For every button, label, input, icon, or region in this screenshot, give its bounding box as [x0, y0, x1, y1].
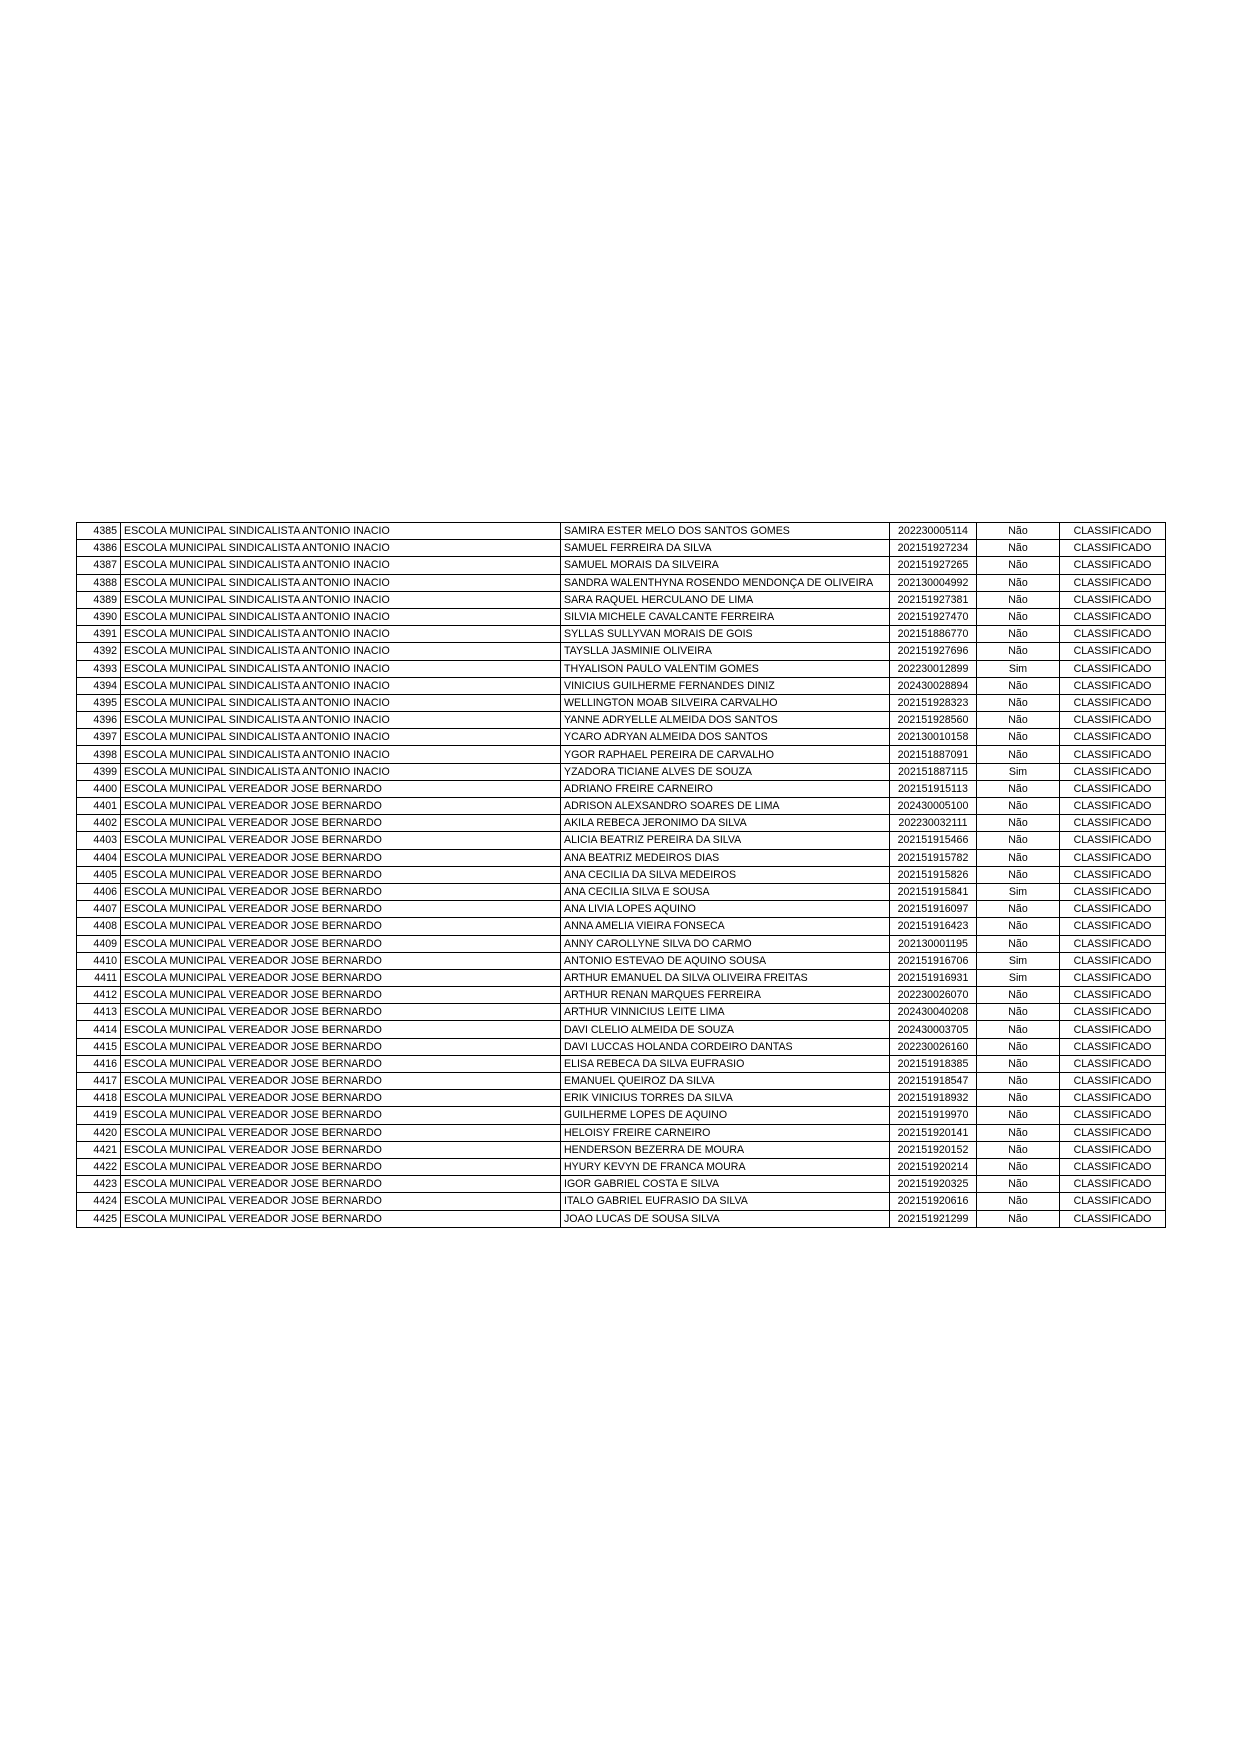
table-row [77, 643, 1166, 660]
quota-flag: Não [977, 815, 1060, 832]
registration-number: 202151915466 [890, 832, 977, 849]
quota-flag: Não [977, 798, 1060, 815]
registration-number: 202151920141 [890, 1124, 977, 1141]
registration-number: 202151928323 [890, 694, 977, 711]
row-number: 4420 [77, 1124, 121, 1141]
school-name: ESCOLA MUNICIPAL VEREADOR JOSE BERNARDO [121, 1210, 561, 1227]
registration-number: 202130001195 [890, 935, 977, 952]
status-cell: CLASSIFICADO [1060, 763, 1166, 780]
student-name: ERIK VINICIUS TORRES DA SILVA [561, 1090, 890, 1107]
quota-flag: Não [977, 574, 1060, 591]
row-number: 4412 [77, 987, 121, 1004]
quota-flag: Não [977, 591, 1060, 608]
school-name: ESCOLA MUNICIPAL SINDICALISTA ANTONIO INACIO [121, 677, 561, 694]
student-name: SANDRA WALENTHYNA ROSENDO MENDONÇA DE OLIVEIRA [561, 574, 890, 591]
quota-flag: Não [977, 1090, 1060, 1107]
status-cell: CLASSIFICADO [1060, 815, 1166, 832]
student-name: ELISA REBECA DA SILVA EUFRASIO [561, 1055, 890, 1072]
quota-flag: Não [977, 746, 1060, 763]
school-name: ESCOLA MUNICIPAL VEREADOR JOSE BERNARDO [121, 952, 561, 969]
status-cell: CLASSIFICADO [1060, 883, 1166, 900]
school-name: ESCOLA MUNICIPAL VEREADOR JOSE BERNARDO [121, 1124, 561, 1141]
status-cell: CLASSIFICADO [1060, 608, 1166, 625]
quota-flag: Sim [977, 763, 1060, 780]
registration-number: 202230032111 [890, 815, 977, 832]
quota-flag: Não [977, 729, 1060, 746]
registration-number: 202151928560 [890, 712, 977, 729]
registration-number: 202151915826 [890, 866, 977, 883]
row-number: 4388 [77, 574, 121, 591]
status-cell: CLASSIFICADO [1060, 935, 1166, 952]
row-number: 4398 [77, 746, 121, 763]
registration-number: 202151919970 [890, 1107, 977, 1124]
table-row [77, 832, 1166, 849]
row-number: 4407 [77, 901, 121, 918]
registration-number: 202151920616 [890, 1193, 977, 1210]
registration-number: 202151916931 [890, 969, 977, 986]
table-row [77, 1176, 1166, 1193]
quota-flag: Não [977, 626, 1060, 643]
registration-number: 202151920325 [890, 1176, 977, 1193]
registration-number: 202151927381 [890, 591, 977, 608]
student-name: YGOR RAPHAEL PEREIRA DE CARVALHO [561, 746, 890, 763]
quota-flag: Não [977, 866, 1060, 883]
quota-flag: Não [977, 694, 1060, 711]
row-number: 4397 [77, 729, 121, 746]
row-number: 4405 [77, 866, 121, 883]
quota-flag: Não [977, 901, 1060, 918]
student-name: YZADORA TICIANE ALVES DE SOUZA [561, 763, 890, 780]
school-name: ESCOLA MUNICIPAL SINDICALISTA ANTONIO INACIO [121, 712, 561, 729]
row-number: 4425 [77, 1210, 121, 1227]
quota-flag: Não [977, 1004, 1060, 1021]
school-name: ESCOLA MUNICIPAL SINDICALISTA ANTONIO INACIO [121, 660, 561, 677]
school-name: ESCOLA MUNICIPAL SINDICALISTA ANTONIO INACIO [121, 643, 561, 660]
status-cell: CLASSIFICADO [1060, 849, 1166, 866]
status-cell: CLASSIFICADO [1060, 987, 1166, 1004]
status-cell: CLASSIFICADO [1060, 746, 1166, 763]
school-name: ESCOLA MUNICIPAL SINDICALISTA ANTONIO INACIO [121, 540, 561, 557]
quota-flag: Não [977, 677, 1060, 694]
status-cell: CLASSIFICADO [1060, 780, 1166, 797]
school-name: ESCOLA MUNICIPAL VEREADOR JOSE BERNARDO [121, 1004, 561, 1021]
quota-flag: Não [977, 557, 1060, 574]
row-number: 4392 [77, 643, 121, 660]
school-name: ESCOLA MUNICIPAL SINDICALISTA ANTONIO INACIO [121, 523, 561, 540]
status-cell: CLASSIFICADO [1060, 1107, 1166, 1124]
row-number: 4404 [77, 849, 121, 866]
status-cell: CLASSIFICADO [1060, 1021, 1166, 1038]
results-table-body [77, 523, 1166, 1228]
table-row [77, 729, 1166, 746]
school-name: ESCOLA MUNICIPAL VEREADOR JOSE BERNARDO [121, 1055, 561, 1072]
status-cell: CLASSIFICADO [1060, 901, 1166, 918]
row-number: 4421 [77, 1141, 121, 1158]
student-name: ARTHUR VINNICIUS LEITE LIMA [561, 1004, 890, 1021]
row-number: 4385 [77, 523, 121, 540]
row-number: 4423 [77, 1176, 121, 1193]
status-cell: CLASSIFICADO [1060, 798, 1166, 815]
quota-flag: Não [977, 1124, 1060, 1141]
row-number: 4395 [77, 694, 121, 711]
registration-number: 202151887115 [890, 763, 977, 780]
table-row [77, 1107, 1166, 1124]
row-number: 4410 [77, 952, 121, 969]
quota-flag: Não [977, 1055, 1060, 1072]
school-name: ESCOLA MUNICIPAL VEREADOR JOSE BERNARDO [121, 1158, 561, 1175]
table-row [77, 1193, 1166, 1210]
student-name: ANNA AMELIA VIEIRA FONSECA [561, 918, 890, 935]
registration-number: 202151916097 [890, 901, 977, 918]
registration-number: 202151918385 [890, 1055, 977, 1072]
table-row [77, 626, 1166, 643]
registration-number: 202430028894 [890, 677, 977, 694]
registration-number: 202430040208 [890, 1004, 977, 1021]
student-name: ARTHUR EMANUEL DA SILVA OLIVEIRA FREITAS [561, 969, 890, 986]
row-number: 4422 [77, 1158, 121, 1175]
student-name: SAMUEL FERREIRA DA SILVA [561, 540, 890, 557]
registration-number: 202230026070 [890, 987, 977, 1004]
student-name: ALICIA BEATRIZ PEREIRA DA SILVA [561, 832, 890, 849]
table-row [77, 798, 1166, 815]
table-row [77, 883, 1166, 900]
student-name: SAMIRA ESTER MELO DOS SANTOS GOMES [561, 523, 890, 540]
student-name: SYLLAS SULLYVAN MORAIS DE GOIS [561, 626, 890, 643]
registration-number: 202230012899 [890, 660, 977, 677]
student-name: HYURY KEVYN DE FRANCA MOURA [561, 1158, 890, 1175]
school-name: ESCOLA MUNICIPAL VEREADOR JOSE BERNARDO [121, 1107, 561, 1124]
status-cell: CLASSIFICADO [1060, 540, 1166, 557]
registration-number: 202130004992 [890, 574, 977, 591]
table-row [77, 677, 1166, 694]
status-cell: CLASSIFICADO [1060, 1176, 1166, 1193]
registration-number: 202151916706 [890, 952, 977, 969]
table-row [77, 574, 1166, 591]
row-number: 4386 [77, 540, 121, 557]
row-number: 4416 [77, 1055, 121, 1072]
quota-flag: Não [977, 1107, 1060, 1124]
registration-number: 202151915113 [890, 780, 977, 797]
student-name: ADRISON ALEXSANDRO SOARES DE LIMA [561, 798, 890, 815]
student-name: DAVI CLELIO ALMEIDA DE SOUZA [561, 1021, 890, 1038]
student-name: AKILA REBECA JERONIMO DA SILVA [561, 815, 890, 832]
table-row [77, 901, 1166, 918]
student-name: ANA LIVIA LOPES AQUINO [561, 901, 890, 918]
student-name: ANA CECILIA DA SILVA MEDEIROS [561, 866, 890, 883]
quota-flag: Não [977, 1210, 1060, 1227]
quota-flag: Não [977, 1141, 1060, 1158]
registration-number: 202151918547 [890, 1073, 977, 1090]
quota-flag: Não [977, 1021, 1060, 1038]
table-row [77, 1210, 1166, 1227]
registration-number: 202151927470 [890, 608, 977, 625]
status-cell: CLASSIFICADO [1060, 523, 1166, 540]
student-name: HENDERSON BEZERRA DE MOURA [561, 1141, 890, 1158]
table-row [77, 523, 1166, 540]
school-name: ESCOLA MUNICIPAL VEREADOR JOSE BERNARDO [121, 883, 561, 900]
status-cell: CLASSIFICADO [1060, 1055, 1166, 1072]
student-name: YCARO ADRYAN ALMEIDA DOS SANTOS [561, 729, 890, 746]
table-row [77, 694, 1166, 711]
school-name: ESCOLA MUNICIPAL VEREADOR JOSE BERNARDO [121, 918, 561, 935]
school-name: ESCOLA MUNICIPAL VEREADOR JOSE BERNARDO [121, 815, 561, 832]
row-number: 4401 [77, 798, 121, 815]
quota-flag: Sim [977, 660, 1060, 677]
row-number: 4394 [77, 677, 121, 694]
quota-flag: Sim [977, 969, 1060, 986]
status-cell: CLASSIFICADO [1060, 969, 1166, 986]
registration-number: 202151920152 [890, 1141, 977, 1158]
student-name: ANNY CAROLLYNE SILVA DO CARMO [561, 935, 890, 952]
school-name: ESCOLA MUNICIPAL SINDICALISTA ANTONIO INACIO [121, 763, 561, 780]
status-cell: CLASSIFICADO [1060, 1124, 1166, 1141]
table-row [77, 660, 1166, 677]
school-name: ESCOLA MUNICIPAL VEREADOR JOSE BERNARDO [121, 901, 561, 918]
registration-number: 202151927696 [890, 643, 977, 660]
registration-number: 202151921299 [890, 1210, 977, 1227]
registration-number: 202130010158 [890, 729, 977, 746]
school-name: ESCOLA MUNICIPAL SINDICALISTA ANTONIO INACIO [121, 729, 561, 746]
school-name: ESCOLA MUNICIPAL SINDICALISTA ANTONIO INACIO [121, 626, 561, 643]
student-name: THYALISON PAULO VALENTIM GOMES [561, 660, 890, 677]
row-number: 4424 [77, 1193, 121, 1210]
table-row [77, 780, 1166, 797]
status-cell: CLASSIFICADO [1060, 729, 1166, 746]
row-number: 4387 [77, 557, 121, 574]
student-name: SARA RAQUEL HERCULANO DE LIMA [561, 591, 890, 608]
status-cell: CLASSIFICADO [1060, 918, 1166, 935]
school-name: ESCOLA MUNICIPAL SINDICALISTA ANTONIO INACIO [121, 608, 561, 625]
registration-number: 202151915782 [890, 849, 977, 866]
school-name: ESCOLA MUNICIPAL VEREADOR JOSE BERNARDO [121, 969, 561, 986]
row-number: 4409 [77, 935, 121, 952]
status-cell: CLASSIFICADO [1060, 1090, 1166, 1107]
status-cell: CLASSIFICADO [1060, 574, 1166, 591]
student-name: ANTONIO ESTEVAO DE AQUINO SOUSA [561, 952, 890, 969]
status-cell: CLASSIFICADO [1060, 712, 1166, 729]
row-number: 4393 [77, 660, 121, 677]
school-name: ESCOLA MUNICIPAL VEREADOR JOSE BERNARDO [121, 849, 561, 866]
table-row [77, 540, 1166, 557]
student-name: TAYSLLA JASMINIE OLIVEIRA [561, 643, 890, 660]
school-name: ESCOLA MUNICIPAL VEREADOR JOSE BERNARDO [121, 798, 561, 815]
school-name: ESCOLA MUNICIPAL VEREADOR JOSE BERNARDO [121, 1176, 561, 1193]
status-cell: CLASSIFICADO [1060, 643, 1166, 660]
school-name: ESCOLA MUNICIPAL VEREADOR JOSE BERNARDO [121, 987, 561, 1004]
row-number: 4415 [77, 1038, 121, 1055]
status-cell: CLASSIFICADO [1060, 626, 1166, 643]
table-row [77, 918, 1166, 935]
table-row [77, 1141, 1166, 1158]
quota-flag: Não [977, 1193, 1060, 1210]
row-number: 4399 [77, 763, 121, 780]
school-name: ESCOLA MUNICIPAL SINDICALISTA ANTONIO INACIO [121, 557, 561, 574]
quota-flag: Sim [977, 952, 1060, 969]
table-row [77, 969, 1166, 986]
quota-flag: Não [977, 1176, 1060, 1193]
quota-flag: Não [977, 540, 1060, 557]
student-name: ANA CECILIA SILVA E SOUSA [561, 883, 890, 900]
table-row [77, 608, 1166, 625]
table-row [77, 952, 1166, 969]
student-name: EMANUEL QUEIROZ DA SILVA [561, 1073, 890, 1090]
student-name: DAVI LUCCAS HOLANDA CORDEIRO DANTAS [561, 1038, 890, 1055]
table-row [77, 1038, 1166, 1055]
status-cell: CLASSIFICADO [1060, 591, 1166, 608]
row-number: 4406 [77, 883, 121, 900]
registration-number: 202151916423 [890, 918, 977, 935]
table-row [77, 1055, 1166, 1072]
quota-flag: Não [977, 608, 1060, 625]
registration-number: 202151927265 [890, 557, 977, 574]
school-name: ESCOLA MUNICIPAL VEREADOR JOSE BERNARDO [121, 1021, 561, 1038]
table-row [77, 815, 1166, 832]
student-name: VINICIUS GUILHERME FERNANDES DINIZ [561, 677, 890, 694]
status-cell: CLASSIFICADO [1060, 1004, 1166, 1021]
row-number: 4408 [77, 918, 121, 935]
school-name: ESCOLA MUNICIPAL VEREADOR JOSE BERNARDO [121, 1090, 561, 1107]
table-row [77, 1004, 1166, 1021]
status-cell: CLASSIFICADO [1060, 1038, 1166, 1055]
quota-flag: Não [977, 987, 1060, 1004]
table-row [77, 1090, 1166, 1107]
student-name: HELOISY FREIRE CARNEIRO [561, 1124, 890, 1141]
school-name: ESCOLA MUNICIPAL SINDICALISTA ANTONIO INACIO [121, 574, 561, 591]
quota-flag: Não [977, 918, 1060, 935]
table-row [77, 1158, 1166, 1175]
status-cell: CLASSIFICADO [1060, 1210, 1166, 1227]
status-cell: CLASSIFICADO [1060, 660, 1166, 677]
status-cell: CLASSIFICADO [1060, 694, 1166, 711]
table-row [77, 1124, 1166, 1141]
row-number: 4390 [77, 608, 121, 625]
quota-flag: Não [977, 712, 1060, 729]
school-name: ESCOLA MUNICIPAL VEREADOR JOSE BERNARDO [121, 1073, 561, 1090]
quota-flag: Não [977, 1038, 1060, 1055]
row-number: 4396 [77, 712, 121, 729]
student-name: ITALO GABRIEL EUFRASIO DA SILVA [561, 1193, 890, 1210]
table-row [77, 1073, 1166, 1090]
status-cell: CLASSIFICADO [1060, 1073, 1166, 1090]
registration-number: 202430003705 [890, 1021, 977, 1038]
registration-number: 202151887091 [890, 746, 977, 763]
registration-number: 202151915841 [890, 883, 977, 900]
row-number: 4400 [77, 780, 121, 797]
student-name: WELLINGTON MOAB SILVEIRA CARVALHO [561, 694, 890, 711]
status-cell: CLASSIFICADO [1060, 557, 1166, 574]
quota-flag: Não [977, 643, 1060, 660]
table-row [77, 591, 1166, 608]
quota-flag: Não [977, 523, 1060, 540]
student-name: GUILHERME LOPES DE AQUINO [561, 1107, 890, 1124]
school-name: ESCOLA MUNICIPAL VEREADOR JOSE BERNARDO [121, 866, 561, 883]
table-row [77, 849, 1166, 866]
row-number: 4417 [77, 1073, 121, 1090]
table-row [77, 935, 1166, 952]
status-cell: CLASSIFICADO [1060, 1158, 1166, 1175]
status-cell: CLASSIFICADO [1060, 677, 1166, 694]
row-number: 4419 [77, 1107, 121, 1124]
row-number: 4391 [77, 626, 121, 643]
registration-number: 202430005100 [890, 798, 977, 815]
school-name: ESCOLA MUNICIPAL VEREADOR JOSE BERNARDO [121, 935, 561, 952]
row-number: 4413 [77, 1004, 121, 1021]
registration-number: 202151886770 [890, 626, 977, 643]
row-number: 4389 [77, 591, 121, 608]
table-row [77, 746, 1166, 763]
school-name: ESCOLA MUNICIPAL SINDICALISTA ANTONIO INACIO [121, 591, 561, 608]
registration-number: 202151918932 [890, 1090, 977, 1107]
student-name: YANNE ADRYELLE ALMEIDA DOS SANTOS [561, 712, 890, 729]
table-row [77, 763, 1166, 780]
quota-flag: Não [977, 780, 1060, 797]
row-number: 4403 [77, 832, 121, 849]
results-table [76, 522, 1166, 1228]
school-name: ESCOLA MUNICIPAL SINDICALISTA ANTONIO INACIO [121, 694, 561, 711]
registration-number: 202151920214 [890, 1158, 977, 1175]
status-cell: CLASSIFICADO [1060, 1193, 1166, 1210]
school-name: ESCOLA MUNICIPAL VEREADOR JOSE BERNARDO [121, 1038, 561, 1055]
quota-flag: Sim [977, 883, 1060, 900]
school-name: ESCOLA MUNICIPAL VEREADOR JOSE BERNARDO [121, 832, 561, 849]
school-name: ESCOLA MUNICIPAL VEREADOR JOSE BERNARDO [121, 1193, 561, 1210]
quota-flag: Não [977, 832, 1060, 849]
status-cell: CLASSIFICADO [1060, 1141, 1166, 1158]
quota-flag: Não [977, 849, 1060, 866]
student-name: ANA BEATRIZ MEDEIROS DIAS [561, 849, 890, 866]
table-row [77, 1021, 1166, 1038]
registration-number: 202230026160 [890, 1038, 977, 1055]
row-number: 4418 [77, 1090, 121, 1107]
student-name: SAMUEL MORAIS DA SILVEIRA [561, 557, 890, 574]
student-name: JOAO LUCAS DE SOUSA SILVA [561, 1210, 890, 1227]
student-name: IGOR GABRIEL COSTA E SILVA [561, 1176, 890, 1193]
table-row [77, 987, 1166, 1004]
registration-number: 202151927234 [890, 540, 977, 557]
status-cell: CLASSIFICADO [1060, 952, 1166, 969]
school-name: ESCOLA MUNICIPAL VEREADOR JOSE BERNARDO [121, 780, 561, 797]
registration-number: 202230005114 [890, 523, 977, 540]
status-cell: CLASSIFICADO [1060, 832, 1166, 849]
student-name: ARTHUR RENAN MARQUES FERREIRA [561, 987, 890, 1004]
student-name: SILVIA MICHELE CAVALCANTE FERREIRA [561, 608, 890, 625]
school-name: ESCOLA MUNICIPAL VEREADOR JOSE BERNARDO [121, 1141, 561, 1158]
row-number: 4414 [77, 1021, 121, 1038]
status-cell: CLASSIFICADO [1060, 866, 1166, 883]
table-row [77, 712, 1166, 729]
quota-flag: Não [977, 1158, 1060, 1175]
quota-flag: Não [977, 935, 1060, 952]
school-name: ESCOLA MUNICIPAL SINDICALISTA ANTONIO INACIO [121, 746, 561, 763]
row-number: 4402 [77, 815, 121, 832]
table-row [77, 557, 1166, 574]
student-name: ADRIANO FREIRE CARNEIRO [561, 780, 890, 797]
row-number: 4411 [77, 969, 121, 986]
quota-flag: Não [977, 1073, 1060, 1090]
table-row [77, 866, 1166, 883]
